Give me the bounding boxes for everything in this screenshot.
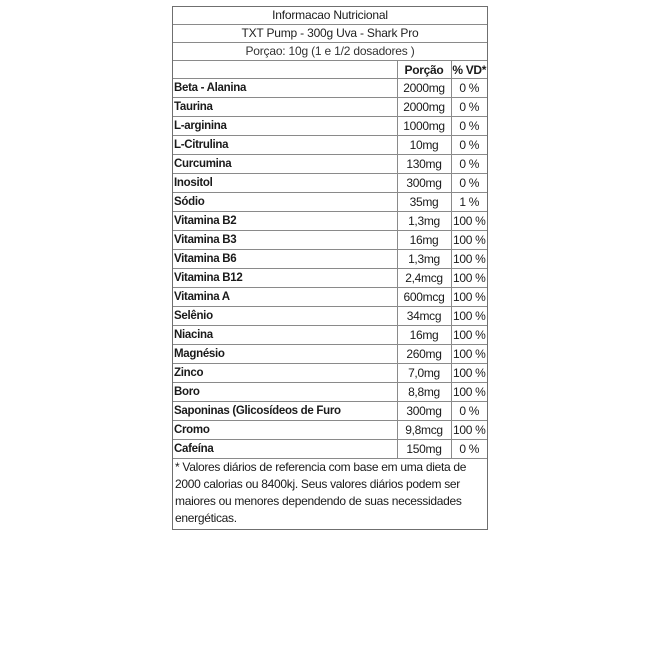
nutrient-amount: 2,4mcg: [397, 269, 451, 288]
column-header-amount: Porção: [397, 61, 451, 79]
nutrient-amount: 1000mg: [397, 117, 451, 136]
nutrient-dv: 100 %: [451, 288, 487, 307]
nutrient-amount: 300mg: [397, 174, 451, 193]
nutrient-dv: 100 %: [451, 307, 487, 326]
nutrient-amount: 10mg: [397, 136, 451, 155]
table-row: [173, 307, 487, 326]
portion-info: Porçao: 10g (1 e 1/2 dosadores ): [173, 43, 487, 61]
nutrient-dv: 0 %: [451, 79, 487, 98]
nutrient-amount: 8,8mg: [397, 383, 451, 402]
table-row: [173, 402, 487, 421]
column-header-dv: % VD*: [452, 62, 487, 77]
nutrient-amount: 260mg: [397, 345, 451, 364]
table-header-row: [173, 61, 487, 79]
nutrient-name: Magnésio: [173, 345, 397, 364]
nutrient-dv: 100 %: [451, 250, 487, 269]
nutrient-amount: 2000mg: [397, 98, 451, 117]
nutrient-dv: 0 %: [451, 117, 487, 136]
nutrient-name: Sódio: [173, 193, 397, 212]
nutrient-name: Vitamina B3: [173, 231, 397, 250]
column-header-name: [173, 61, 397, 79]
nutrient-name: Vitamina B6: [173, 250, 397, 269]
table-row: [173, 440, 487, 459]
nutrient-amount: 1,3mg: [397, 250, 451, 269]
table-row: [173, 383, 487, 402]
nutrient-name: Taurina: [173, 98, 397, 117]
nutrition-table: [173, 61, 487, 459]
nutrient-amount: 600mcg: [397, 288, 451, 307]
table-row: [173, 326, 487, 345]
table-row: [173, 231, 487, 250]
nutrient-dv: 100 %: [451, 326, 487, 345]
nutrient-amount: 16mg: [397, 326, 451, 345]
nutrient-dv: 100 %: [451, 421, 487, 440]
table-row: [173, 136, 487, 155]
nutrient-amount: 34mcg: [397, 307, 451, 326]
table-row: [173, 98, 487, 117]
table-row: [173, 269, 487, 288]
nutrient-amount: 1,3mg: [397, 212, 451, 231]
nutrient-dv: 0 %: [451, 440, 487, 459]
nutrient-dv: 0 %: [451, 402, 487, 421]
footnote: * Valores diários de referencia com base em uma dieta de 2000 calorias ou 8400kj. Seus valores diários podem ser maiores ou menores dependendo de suas necessidades energéticas.: [175, 460, 467, 525]
table-row: [173, 212, 487, 231]
nutrient-name: L-arginina: [173, 117, 397, 136]
nutrient-dv: 1 %: [451, 193, 487, 212]
nutrient-amount: 2000mg: [397, 79, 451, 98]
table-row: [173, 79, 487, 98]
nutrient-name: Inositol: [173, 174, 397, 193]
table-row: [173, 364, 487, 383]
nutrient-dv: 0 %: [451, 174, 487, 193]
nutrient-dv: 100 %: [451, 364, 487, 383]
nutrient-name: Saponinas (Glicosídeos de Furo: [173, 402, 397, 421]
nutrient-dv: 0 %: [451, 98, 487, 117]
nutrient-amount: 130mg: [397, 155, 451, 174]
nutrient-dv: 100 %: [451, 212, 487, 231]
nutrient-name: L-Citrulina: [173, 136, 397, 155]
nutrient-name: Beta - Alanina: [173, 79, 397, 98]
nutrient-name: Vitamina A: [173, 288, 397, 307]
nutrient-name: Curcumina: [173, 155, 397, 174]
label-title: Informacao Nutricional: [173, 7, 487, 25]
nutrient-name: Zinco: [173, 364, 397, 383]
nutrient-amount: 9,8mcg: [397, 421, 451, 440]
nutrient-name: Cafeína: [173, 440, 397, 459]
table-row: [173, 250, 487, 269]
nutrient-dv: 100 %: [451, 269, 487, 288]
nutrient-amount: 7,0mg: [397, 364, 451, 383]
nutrient-name: Vitamina B2: [173, 212, 397, 231]
nutrient-dv: 0 %: [451, 136, 487, 155]
nutrient-amount: 16mg: [397, 231, 451, 250]
table-row: [173, 155, 487, 174]
nutrient-name: Vitamina B12: [173, 269, 397, 288]
nutrient-name: Boro: [173, 383, 397, 402]
nutrition-label: [172, 6, 488, 530]
nutrient-dv: 100 %: [451, 231, 487, 250]
product-name: TXT Pump - 300g Uva - Shark Pro: [173, 25, 487, 43]
nutrient-amount: 150mg: [397, 440, 451, 459]
nutrient-amount: 35mg: [397, 193, 451, 212]
table-row: [173, 174, 487, 193]
nutrient-dv: 100 %: [451, 383, 487, 402]
table-row: [173, 193, 487, 212]
nutrient-amount: 300mg: [397, 402, 451, 421]
nutrient-name: Niacina: [173, 326, 397, 345]
table-row: [173, 345, 487, 364]
nutrient-name: Cromo: [173, 421, 397, 440]
table-row: [173, 117, 487, 136]
nutrient-dv: 0 %: [451, 155, 487, 174]
nutrient-name: Selênio: [173, 307, 397, 326]
table-row: [173, 421, 487, 440]
table-row: [173, 288, 487, 307]
nutrient-dv: 100 %: [451, 345, 487, 364]
